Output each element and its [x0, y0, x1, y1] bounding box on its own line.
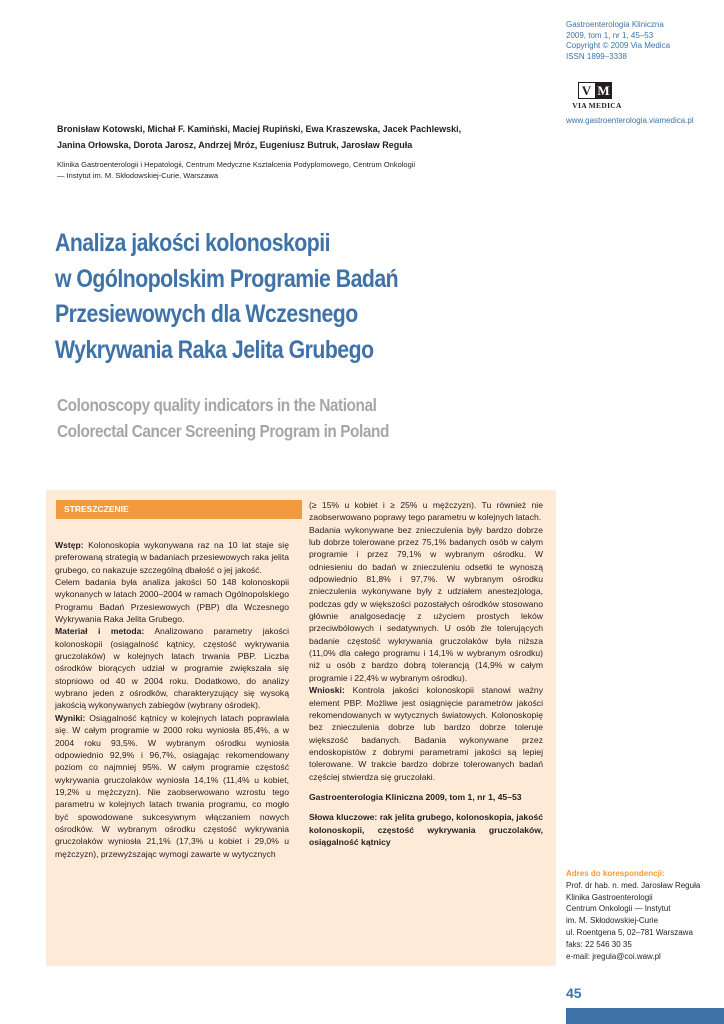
author-line: Bronisław Kotowski, Michał F. Kamiński, Maciej Rupiński, Ewa Kraszewska, Jacek Pachlewski, [57, 124, 462, 134]
citation: Gastroenterologia Kliniczna 2009, tom 1, nr 1, 45–53 [309, 791, 522, 802]
title-line: Przesiewowych dla Wczesnego [55, 300, 358, 328]
journal-info [566, 20, 716, 62]
journal-website[interactable]: www.gastroenterologia.viamedica.pl [566, 116, 694, 125]
abstract-column-right [309, 499, 543, 848]
correspondence-line: Prof. dr hab. n. med. Jarosław Reguła [566, 880, 701, 890]
journal-issn: ISSN 1899–3338 [566, 51, 627, 61]
journal-copyright: Copyright © 2009 Via Medica [566, 41, 671, 50]
abstract-results [55, 712, 289, 860]
correspondence-line: Klinika Gastroenterologii [566, 892, 653, 902]
methods-text: Analizowano parametry jakości kolonoskopii (osiągalność kątnicy, częstość wykrywania gruczolaków) w kolejnych latach trwania PBP. Liczba ośrodków biorących udział w programie zwiększała się stopniowo od 40 w 2004 roku. Dodatkowo, do analizy wybrano jeden z ośrodków, charakteryzujący się wysoką jakością wykonywanych zabiegów (wybrany ośrodek). [55, 626, 289, 711]
methods-label: Materiał i metoda: [55, 626, 145, 637]
via-medica-logo-icon [578, 82, 612, 99]
correspondence-line: ul. Roentgena 5, 02–781 Warszawa [566, 927, 693, 937]
intro-label: Wstęp: [55, 540, 84, 550]
journal-volume: 2009, tom 1, nr 1, 45–53 [566, 30, 654, 40]
keywords-text: rak jelita grubego, kolonoskopia, jakość kolonoskopii, częstość wykrywania gruczolaków, osiągalność kątnicy [309, 812, 544, 847]
correspondence-line: im. M. Skłodowskiej-Curie [566, 916, 659, 926]
affiliation [57, 159, 457, 181]
title-line: w Ogólnopolskim Programie Badań [55, 264, 399, 293]
page-number: 45 [566, 985, 582, 1001]
logo-mark-v: V [581, 83, 592, 98]
correspondence-email[interactable]: e-mail: jregula@coi.waw.pl [566, 951, 661, 961]
keywords [309, 811, 543, 848]
conclusions-text: Kontrola jakości kolonoskopii stanowi ważny element PBP. Możliwe jest osiągnięcie parametrów jakości rekomendowanych w wytycznych światowych. Kolonoskopię bez znieczulenia dobrze lub bardzo dobrze toleruje większość badanych. Badania wykonywane przez endoskopistów z dobrymi parametrami jakości są lepiej tolerowane. W trakcie bardzo dobrze tolerowanych badań częściej stwierdza się gruczolaki. [309, 685, 543, 782]
affiliation-line: — Instytut im. M. Skłodowskiej-Curie, Warszawa [57, 171, 219, 180]
abstract-results-continued: (≥ 15% u kobiet i ≥ 25% u mężczyzn). Tu również nie zaobserwowano poprawy tego parametru w kolejnych latach. [309, 500, 543, 523]
article-title-polish [55, 226, 455, 368]
page-bar [566, 1008, 724, 1024]
abstract-results-sedation: Badania wykonywane bez znieczulenia były bardzo dobrze lub dobrze tolerowane przez 75,1% badanych osób w całym programie i przez 79,1% w wybranym ośrodku. W odniesieniu do badań w znieczuleniu odsetki te wynoszą odpowiednio 81,8% i 97,7%. W wybranym ośrodku znieczulenia wykonywane były z udziałem anestezjologa, podczas gdy w większości pozostałych ośrodków stosowano głównie analgosedację z użyciem prostych leków przeciwbólowych i sedatywnych. U osób źle tolerujących badanie częstość wykrywania gruczolaków była niższa (11,0% dla całego programu i 14,1% w wybranym ośrodku) niż u osób z bardzo dobrą tolerancją (14,9% w całym programie i 22,4% w wybranym ośrodku). [309, 524, 543, 683]
abstract-methods [55, 625, 289, 711]
abstract-conclusions [309, 684, 543, 783]
abstract-column-left [55, 539, 289, 860]
results-text: Osiągalność kątnicy w kolejnych latach poprawiała się. W całym programie w 2000 roku wyniosła 85,4%, a w 2004 roku 93,5%. W wybranym ośrodku wyniosła odpowiednio 92,9% i 96,7%, osiągając rekomendowany poziom co najmniej 95%. W całym programie częstość wykrywania gruczolaków wyniosła 14,1% (11,4% u kobiet, 19,2% u mężczyzn). Nie zaobserwowano wzrostu tego parametru w kolejnych latach trwania programu, co mogło być spowodowane sukcesywnym włączaniem nowych ośrodków. W wybranym ośrodku częstość wykrywania gruczolaków wyniosła 21,1% (17,3% u kobiet i 29,0% u mężczyzn), przewyższając wymogi zawarte w wytycznych [55, 712, 289, 859]
journal-name: Gastroenterologia Kliniczna [566, 20, 664, 29]
author-line: Janina Orłowska, Dorota Jarosz, Andrzej Mróz, Eugeniusz Butruk, Jarosław Reguła [57, 140, 413, 150]
logo-text: VIA MEDICA [572, 101, 622, 110]
correspondence-heading: Adres do korespondencji: [566, 869, 665, 878]
abstract-aim: Celem badania była analiza jakości 50 148 kolonoskopii wykonanych w latach 2000–2004 w ramach Ogólnopolskiego Programu Badań Przesiewowych (PBP) dla Wczesnego Wykrywania Raka Jelita Grubego. [55, 577, 289, 625]
article-title-english [57, 392, 471, 444]
author-list [57, 121, 552, 153]
logo-mark-m: M [597, 83, 610, 98]
title-line: Analiza jakości kolonoskopii [55, 229, 331, 257]
affiliation-line: Klinika Gastroenterologii i Hepatologii, Centrum Medyczne Kształcenia Podyplomowego, Centrum Onkologii [57, 160, 416, 169]
subtitle-line: Colonoscopy quality indicators in the National [57, 395, 377, 415]
correspondence [566, 868, 716, 962]
title-line: Wykrywania Raka Jelita Grubego [55, 335, 374, 364]
via-medica-logo [566, 82, 628, 112]
results-label: Wyniki: [55, 712, 86, 723]
correspondence-line: faks: 22 546 30 35 [566, 939, 632, 949]
subtitle-line: Colorectal Cancer Screening Program in Poland [57, 421, 389, 441]
abstract-heading: STRESZCZENIE [56, 500, 302, 519]
conclusions-label: Wnioski: [309, 685, 345, 696]
intro-text: Kolonoskopia wykonywana raz na 10 lat staje się preferowaną strategią w badaniach przesiewowych raka jelita grubego, co nakazuje szczególną dbałość o jej jakość. [55, 540, 289, 575]
keywords-label: Słowa kluczowe: [309, 812, 378, 823]
correspondence-line: Centrum Onkologii — Instytut [566, 904, 671, 914]
abstract-intro [55, 539, 289, 576]
